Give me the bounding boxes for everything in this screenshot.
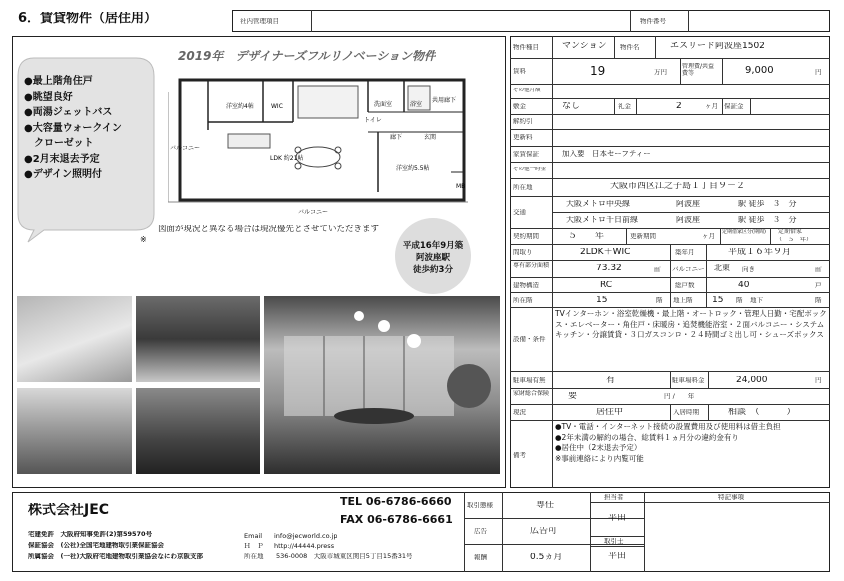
station-2: 阿波座 bbox=[676, 216, 700, 224]
svg-text:トイレ: トイレ bbox=[364, 117, 382, 124]
below-label: 地下 bbox=[750, 297, 763, 304]
below-unit: 階 bbox=[815, 297, 822, 304]
staff2-label: 取引士 bbox=[604, 538, 624, 545]
company-tel: TEL 06-6786-6660 bbox=[340, 496, 452, 507]
remarks bbox=[555, 422, 828, 464]
staff-value: 平田 bbox=[608, 514, 627, 523]
svg-text:WIC: WIC bbox=[271, 103, 283, 110]
layout-label: 間取り bbox=[513, 249, 533, 256]
bullet-3: ●両湯ジェットバス bbox=[24, 107, 113, 118]
agent-unit: 円 / 年 bbox=[664, 393, 695, 400]
floor-plan bbox=[168, 72, 488, 222]
insurance-label: 家賃保証 bbox=[513, 151, 539, 158]
bullet-7: ●デザイン照明付 bbox=[24, 169, 103, 180]
station-1: 阿波座 bbox=[676, 200, 700, 208]
floor-unit: 階 bbox=[656, 297, 663, 304]
mgmt-fee-value: 9,000 bbox=[745, 66, 774, 76]
key-money-label: 礼金 bbox=[618, 103, 631, 110]
key-money-unit: ヶ月 bbox=[705, 103, 718, 110]
svg-text:MB: MB bbox=[456, 183, 466, 190]
fixed-label: 定期借家 bbox=[778, 229, 803, 235]
badge-built: 平成16年9月築 bbox=[402, 241, 464, 251]
photo-bathroom bbox=[17, 296, 132, 382]
addr: 536-0008 大阪市城東区関目5丁目15番31号 bbox=[276, 553, 413, 560]
promo-headline: 2019年 デザイナーズフルリノベーション物件 bbox=[178, 50, 437, 62]
above-value: 15 bbox=[712, 296, 724, 305]
deal-label: 取引態様 bbox=[467, 502, 493, 509]
structure-label: 建物構造 bbox=[513, 282, 539, 289]
bullet-4: ●大容量ウォークイン bbox=[24, 122, 122, 134]
remarks-label: 備考 bbox=[513, 452, 526, 459]
property-type: マンション bbox=[562, 42, 607, 51]
status-value: 居住中 bbox=[596, 408, 624, 417]
svg-text:バルコニー: バルコニー bbox=[170, 145, 201, 152]
other-fee-label: その他月額 bbox=[513, 88, 541, 93]
balcony-label: バルコニー bbox=[672, 266, 705, 273]
plan-note: 図面が現況と異なる場合は現況優先とさせていただきます bbox=[158, 225, 380, 234]
transport-label: 交通 bbox=[513, 209, 526, 216]
svg-text:洋室約5.5帖: 洋室約5.5帖 bbox=[396, 165, 430, 172]
renewal-period-unit: ヶ月 bbox=[702, 233, 715, 240]
deal-value: 専任 bbox=[536, 501, 555, 510]
asterisk: ※ bbox=[140, 236, 147, 244]
staff-label: 担当者 bbox=[604, 494, 624, 501]
company-name: 株式会社JEC bbox=[28, 503, 110, 517]
guarantee-label: 保証金 bbox=[724, 103, 744, 110]
svg-text:LDK 約21帖: LDK 約21帖 bbox=[270, 155, 304, 162]
floor-value: 15 bbox=[596, 296, 608, 305]
remark-4: ※事前連絡により内覧可能 bbox=[555, 453, 644, 463]
photo-living bbox=[264, 296, 500, 474]
other-once-label: その他一時金 bbox=[513, 167, 547, 172]
bullet-5: クローゼット bbox=[24, 138, 94, 149]
balcony-direction-unit: 向き bbox=[742, 266, 755, 273]
insurance-value: 加入要 日本セーフティー bbox=[562, 150, 651, 158]
name-label: 物件名 bbox=[620, 44, 640, 51]
above-unit: 階 bbox=[736, 297, 743, 304]
special-label: 特記事項 bbox=[718, 494, 744, 501]
assoc-2: 所属協会 (一社)大阪府宅地建物取引業協会なにわ京阪支部 bbox=[28, 553, 203, 560]
bullet-6: ●2月末退去予定 bbox=[24, 153, 100, 165]
parking-label: 駐車場有無 bbox=[513, 377, 546, 384]
type-label: 物件種目 bbox=[513, 44, 539, 51]
area-unit: ㎡ bbox=[654, 266, 661, 273]
remark-1: ●TV・電話・インターネット接続の設置費用及び使用料は借主負担 bbox=[555, 422, 781, 431]
renewal-label: 更新料 bbox=[513, 134, 533, 141]
floor-label: 所在階 bbox=[513, 297, 533, 304]
svg-text:玄関: 玄関 bbox=[424, 134, 437, 141]
email[interactable]: info@jecworld.co.jp bbox=[274, 533, 338, 540]
ad-value: 広告可 bbox=[530, 527, 558, 536]
fixed-years: （ ５ 年） bbox=[776, 237, 813, 243]
units-label: 総戸数 bbox=[675, 282, 695, 289]
room-w4: 洋室約4帖 bbox=[226, 103, 254, 110]
parking-fee-value: 24,000 bbox=[736, 376, 768, 385]
company-fax: FAX 06-6786-6661 bbox=[340, 514, 453, 525]
svg-text:共用廊下: 共用廊下 bbox=[432, 97, 457, 104]
rent-label: 賃料 bbox=[513, 68, 526, 75]
units-value: 40 bbox=[738, 281, 750, 290]
property-no-label: 物件番号 bbox=[640, 18, 666, 25]
built-label: 築年月 bbox=[675, 249, 695, 256]
promo-bullets bbox=[24, 74, 122, 183]
photo-dining bbox=[136, 388, 260, 474]
parking-fee-label: 駐車場料金 bbox=[672, 377, 705, 384]
rent-unit: 万円 bbox=[654, 69, 667, 76]
svg-text:バルコニー: バルコニー bbox=[298, 209, 329, 216]
photo-view bbox=[17, 388, 132, 474]
mgmt-label: 社内管理項目 bbox=[240, 18, 279, 25]
move-value: 相談 （ ） bbox=[728, 408, 796, 417]
badge-walk: 徒歩約3分 bbox=[413, 265, 453, 275]
hp[interactable]: http://44444.press bbox=[274, 543, 335, 550]
license: 宅建免許 大阪府知事免許(2)第59570号 bbox=[28, 531, 153, 538]
line-1: 大阪メトロ中央線 bbox=[566, 200, 630, 208]
staff2-value: 平田 bbox=[608, 552, 627, 561]
above-label: 地上階 bbox=[673, 297, 693, 304]
parking-fee-unit: 円 bbox=[815, 377, 822, 384]
page-title: 6．賃貸物件（居住用） bbox=[18, 12, 158, 25]
walk-2: 駅 徒歩 ３ 分 bbox=[738, 216, 797, 224]
svg-text:廊下: 廊下 bbox=[390, 134, 403, 141]
addr-label: 所在地 bbox=[244, 553, 264, 560]
address-label: 所在地 bbox=[513, 184, 533, 191]
balcony-direction: 北東 bbox=[714, 264, 730, 272]
address-value: 大阪市西区江之子島１丁目９－２ bbox=[610, 182, 746, 191]
contract-value: ５ 年 bbox=[568, 232, 605, 241]
move-label: 入居時期 bbox=[673, 409, 699, 416]
built-value: 平成１６年９月 bbox=[728, 248, 792, 257]
bullet-1: ●最上階角住戸 bbox=[24, 76, 93, 87]
remark-2: ●2年未満の解約の場合、総賃料１ヵ月分の違約金有り bbox=[555, 432, 739, 442]
photo-bedroom bbox=[136, 296, 260, 382]
svg-text:浴室: 浴室 bbox=[410, 101, 423, 108]
rent-value: 19 bbox=[590, 65, 606, 77]
parking-value: 有 bbox=[606, 376, 616, 385]
deposit-label: 敷金 bbox=[513, 103, 526, 110]
line-2: 大阪メトロ千日前線 bbox=[566, 216, 638, 224]
deposit-value: なし bbox=[562, 102, 581, 111]
units-unit: 戸 bbox=[815, 282, 822, 289]
remark-3: ●居住中（2末退去予定） bbox=[555, 443, 642, 452]
property-name: エスリード阿波座1502 bbox=[670, 42, 765, 51]
management-strip bbox=[232, 10, 830, 32]
layout-value: 2LDK＋WIC bbox=[580, 248, 631, 257]
fee-value: 0.5ヵ月 bbox=[530, 553, 563, 562]
email-label: Email bbox=[244, 533, 263, 540]
mgmt-fee-label: 管理費/共益費等 bbox=[682, 63, 715, 77]
hp-label: Ｈ Ｐ bbox=[244, 543, 264, 550]
area-value: 73.32 bbox=[596, 264, 622, 273]
status-label: 現況 bbox=[513, 409, 526, 416]
badge-station: 阿波座駅 bbox=[415, 253, 450, 263]
bullet-2: ●眺望良好 bbox=[24, 91, 73, 103]
renewal-period-label: 更新期間 bbox=[630, 233, 656, 240]
structure-value: RC bbox=[600, 281, 613, 290]
area-label: 専有部分面積 bbox=[513, 262, 550, 269]
lease-label: 定期借家区分(期間) bbox=[722, 229, 766, 235]
fee-label: 報酬 bbox=[474, 554, 487, 561]
balcony-unit: ㎡ bbox=[815, 266, 822, 273]
walk-1: 駅 徒歩 ３ 分 bbox=[738, 200, 797, 208]
facilities-value: TVインターホン・浴室乾燥機・最上階・オートロック・管理人日勤・宅配ボックス・エレベーター・角住戸・床暖房・追焚機能浴室・２面バルコニー・システムキッチン・分譲賃貸・３口ガスコンロ・２４時間ゴミ出し可・シューズボックス bbox=[555, 309, 827, 339]
mgmt-fee-unit: 円 bbox=[815, 69, 822, 76]
facilities-label: 設備・条件 bbox=[513, 336, 546, 343]
ad-label: 広告 bbox=[474, 528, 487, 535]
assoc-1: 保証協会 (公社)全国宅地建物取引業保証協会 bbox=[28, 542, 164, 549]
agent-value: 要 bbox=[568, 392, 578, 401]
agent-label: 家財総合保険 bbox=[513, 390, 550, 397]
cancel-label: 解約引 bbox=[513, 118, 533, 125]
key-money-value: 2 bbox=[676, 102, 682, 111]
svg-text:洗面室: 洗面室 bbox=[374, 101, 393, 108]
contract-label: 契約期間 bbox=[513, 233, 539, 240]
